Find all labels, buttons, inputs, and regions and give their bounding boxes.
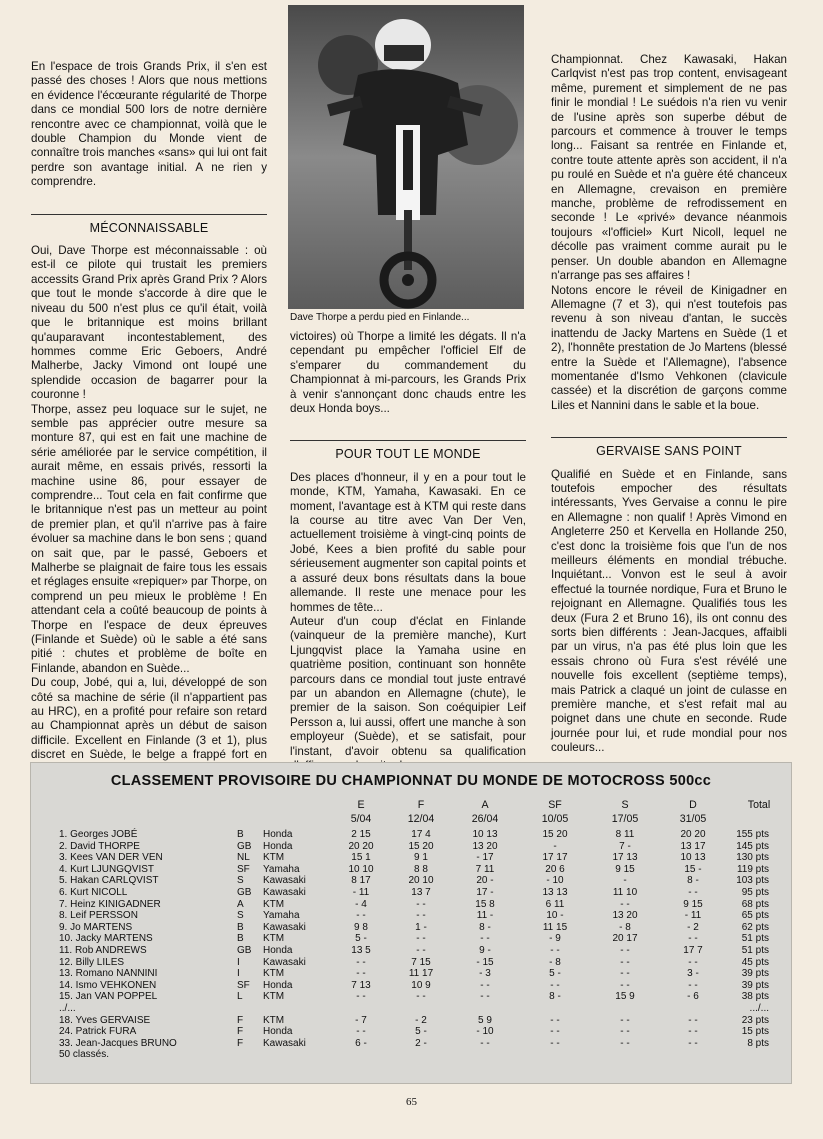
gp-code: F: [417, 799, 425, 811]
gp-result: - -: [550, 1014, 560, 1026]
gp-result: 15 9: [615, 991, 635, 1003]
gp-result: - 8: [619, 921, 631, 933]
gp-result: -: [553, 840, 557, 852]
rider-name: 13. Romano NANNINI: [59, 968, 158, 980]
rider-nationality: F: [237, 1026, 244, 1038]
rider-make: KTM: [263, 898, 285, 910]
gp-result: 9 1: [414, 852, 428, 864]
rider-total: 39 pts: [741, 968, 769, 980]
body-paragraph: Du coup, Jobé, qui a, lui, développé de son côté sa machine de série (il n'appartient pas au HRC), en a profité pour refaire son retard au Championnat après un début de saison difficile. Excellent en Finlande (3 et 1), plus discret en Suède, le belge a frappé fort en: [31, 676, 267, 762]
gp-result: - -: [416, 910, 426, 922]
gp-result: 15 1: [351, 852, 371, 864]
rider-make: Yamaha: [263, 910, 300, 922]
gp-result: 9 8: [354, 921, 368, 933]
gp-result: - 8: [549, 956, 561, 968]
gp-result: - 10: [546, 875, 564, 887]
gp-result: - -: [550, 945, 560, 956]
rider-total: 119 pts: [736, 863, 769, 875]
gp-result: 20 17: [612, 933, 638, 945]
gp-result: 13 20: [612, 910, 638, 922]
body-paragraph: Thorpe, assez peu loquace sur le sujet, ne semble pas apprécier outre mesure sa monture 87, qui est en fait une machine de série améliorée par le service compétition, il aurait même, en essais privés, ressorti la machine usine 86, pour essayer de comprendre... Tout cela en fait confirme que le britannique n'est pas un metteur au point de premier plan, et qu'il n'arrive pas à faire évoluer sa machine dans le bon sens ; quand on sait que, par le passé, Geboers et Malherbe se plaignait de faire tous les essais et réglages ensuite «repiquer» par Thorpe, on comprend un peu mieux le problème ! En attendant cela a coûté beaucoup de points à Thorpe en l'espace de deux épreuves (Finlande et Suède) où le sable a été sans pitié : chutes et problème de boîte en Finlande, abandon en Suède...: [31, 402, 267, 675]
rider-make: Kawasaki: [263, 875, 306, 887]
rider-name: 3. Kees VAN DER VEN: [59, 852, 163, 864]
gp-result: - -: [620, 1026, 630, 1038]
rider-nationality: B: [237, 829, 244, 840]
gp-code: E: [357, 799, 365, 811]
gp-result: - 6: [687, 991, 699, 1003]
gp-result: - -: [416, 945, 426, 956]
gp-result: 10 10: [348, 863, 374, 875]
gp-result: - -: [688, 933, 698, 945]
page-number: 65: [406, 1096, 417, 1108]
gp-result: - 4: [355, 898, 367, 910]
gp-result: 17 7: [683, 945, 703, 956]
gp-result: 8 17: [351, 875, 371, 887]
rider-make: Yamaha: [263, 863, 300, 875]
gp-result: 7 11: [475, 863, 495, 875]
rider-make: Honda: [263, 1026, 293, 1038]
gp-result: 15 8: [475, 898, 495, 910]
rider-total: 8 pts: [747, 1037, 769, 1049]
gp-result: - -: [356, 1026, 366, 1038]
rider-name: 5. Hakan CARLQVIST: [59, 875, 159, 887]
gp-result: - -: [550, 979, 560, 991]
rider-make: Honda: [263, 945, 293, 956]
body-paragraph: Oui, Dave Thorpe est méconnaissable : où est-il ce pilote qui trustait les premiers accessits Grand Prix après Grand Prix ? Alors que tout le monde s'accorde à dire que le niveau du 500 n'est plus ce qu'il était, voilà que le britannique est moins brillant qu'auparavant incontestablement, des hommes comme Eric Geboers, André Malherbe, Jacky Vimond ont loupé une splendide occasion de bagarrer pour la couronne !: [31, 244, 267, 402]
rider-name: 6. Kurt NICOLL: [59, 887, 128, 898]
photo-caption: Dave Thorpe a perdu pied en Finlande...: [290, 312, 470, 323]
gp-result: 11 10: [612, 887, 638, 898]
rider-nationality: B: [237, 921, 244, 933]
gp-date: 26/04: [471, 813, 499, 825]
motocross-rider-image: [288, 5, 524, 309]
gp-result: 20 6: [545, 863, 565, 875]
rider-make: Kawasaki: [263, 956, 306, 968]
gp-result: 10 -: [546, 910, 564, 922]
gp-result: 3 -: [687, 968, 699, 980]
rider-make: KTM: [263, 991, 285, 1003]
gp-result: - -: [620, 1014, 630, 1026]
gp-result: - -: [620, 945, 630, 956]
gp-code: D: [689, 799, 697, 811]
gp-result: - -: [356, 956, 366, 968]
gp-result: 5 -: [355, 933, 367, 945]
rider-nationality: I: [237, 968, 240, 980]
gp-result: - -: [620, 1037, 630, 1049]
gp-result: - -: [688, 1014, 698, 1026]
gp-result: - -: [356, 910, 366, 922]
gp-result: - -: [480, 991, 490, 1003]
rider-make: Honda: [263, 979, 293, 991]
total-header: Total: [747, 799, 771, 811]
body-paragraph: Auteur d'un coup d'éclat en Finlande (vainqueur de la première manche), Kurt Ljungqvist place la Yamaha usine en quatrième position, continuant son honnête parcours dans ce mondial tout juste entravé par un abandon en Allemagne (chute), le premier de la saison. Son coéquipier Leif Persson a, lui aussi, offert une manche à son employeur (Suède), et se satisfait, pour l'instant, d'avoir obtenu sa qualification: [290, 614, 526, 758]
body-paragraph: victoires) où Thorpe a limité les dégats. Il n'a cependant pu empêcher l'officiel Elf de s'emparer du commandement du Championnat à mi-parcours, les Grands Prix à venir s'annonçant donc chauds entre les deux Honda boys...: [290, 330, 526, 416]
body-paragraph: Notons encore le réveil de Kinigadner en Allemagne (7 et 3), qui n'est toutefois pas revenu à son niveau d'antan, le succès inattendu de Jacky Martens en Suède (1 et 2), l'honnête prestation de Jo Martens (blessé entre la Suède et l'Allemagne), l'absence momentanée d'Ismo Vehkonen (clavicule cassée) et la discrétion de garçons comme Liles et Nannini dans le sable et la boue.: [551, 283, 787, 412]
rider-nationality: SF: [237, 979, 250, 991]
rider-name: 15. Jan VAN POPPEL: [59, 991, 158, 1003]
gp-result: 8 11: [615, 829, 635, 840]
rider-total: 15 pts: [741, 1026, 769, 1038]
body-paragraph: Championnat. Chez Kawasaki, Hakan Carlqvist n'est pas trop content, envisageant même, purement et simplement de ne pas finir le mondial ! Le suédois n'a rien vu venir de l'usine après son superbe début de parcours et commence à trouver le temps long... Faisant sa rentrée en Finlande et, contre toute attente après son accident, il n'a pu roulé en Suède et n'a guère été chanceux en Allemagne, crevaison en première manche, problème de refrodissement en seconde ! Le «privé» devance néanmois toujours «l'officiel» Kurt Nicoll, lequel ne décolle pas vraiment comme aurait pu le penser. Un double abandon en Allemagne n'arrange pas ses affaires !: [551, 53, 787, 283]
gp-result: 8 -: [549, 991, 561, 1003]
gp-result: - 17: [476, 852, 494, 864]
rider-total: 65 pts: [741, 910, 769, 922]
gp-result: - 3: [479, 968, 491, 980]
gp-result: 11 15: [542, 921, 568, 933]
gp-result: 5 9: [478, 1014, 492, 1026]
gp-result: - -: [550, 1026, 560, 1038]
body-paragraph: Des places d'honneur, il y en a pour tout le monde, KTM, Yamaha, Kawasaki. En ce moment, l'avantage est à KTM qui reste dans la course au titre avec Van Der Ven, actuellement troisième à vingt-cinq points de Jobé, Kees a bien profité du sable pour sérieusement augmenter son capital points et a assuré deux bons résultats dans la boue allemande. Il reste une menace pour les hommes de tête...: [290, 470, 526, 614]
rider-name: 4. Kurt LJUNGQVIST: [59, 863, 155, 875]
gp-result: 13 5: [351, 945, 371, 956]
gp-result: - 15: [476, 956, 494, 968]
gp-result: 13 20: [472, 840, 498, 852]
gp-result: - -: [416, 933, 426, 945]
rider-nationality: I: [237, 956, 240, 968]
article-photo: [288, 5, 524, 309]
gp-result: - -: [688, 979, 698, 991]
rider-total: 145 pts: [736, 840, 769, 852]
gp-code: S: [621, 799, 629, 811]
gp-result: 6 -: [355, 1037, 367, 1049]
gp-result: - 9: [549, 933, 561, 945]
rider-nationality: S: [237, 910, 244, 922]
article-column-3: [551, 53, 787, 756]
rider-name: 2. David THORPE: [59, 840, 140, 852]
gp-result: 6 11: [545, 898, 565, 910]
rider-total: .../...: [749, 1003, 769, 1014]
gp-result: - 7: [355, 1014, 367, 1026]
body-paragraph: Qualifié en Suède et en Finlande, sans toutefois empocher des résultats intéressants, Yves Gervaise a connu le pire en Allemagne : non qualif ! Après Vimond en Angleterre 250 et Kervella en Hollande 250, c'est donc la troisième fois que l'un de nos meilleurs éléments en mondial trébuche. Inquiétant... Vonvon est le seul à avoir effectué la tournée nordique, Fura et Bruno le rejoignant en Allemagne. Qualifiés tous les deux (Fura 2 et Bruno 16), ils ont connu des sorts bien différents : Jean-Jacques, affaibli par un virus, n'a pas été plus loin que les essais chrono où Fura s'est révélé une nouvelle fois excellent (septième temps), mais Patrick a claqué un joint de culasse en première manche, et s'est refait mal au poignet dans une chute en seconde. Rude journée pour lui, et rude mondial pour nos couleurs...: [551, 467, 787, 755]
rider-total: 39 pts: [741, 979, 769, 991]
rider-make: Honda: [263, 840, 293, 852]
gp-result: 13 13: [542, 887, 568, 898]
rider-make: Honda: [263, 829, 293, 840]
rider-name: 9. Jo MARTENS: [59, 921, 133, 933]
rider-total: 23 pts: [741, 1014, 769, 1026]
gp-result: 17 -: [476, 887, 494, 898]
section-heading-meconnaissable: MÉCONNAISSABLE: [31, 214, 267, 242]
rider-name: 8. Leif PERSSON: [59, 910, 138, 922]
gp-result: 20 10: [408, 875, 434, 887]
gp-result: 17 17: [542, 852, 568, 864]
gp-result: 5 -: [549, 968, 561, 980]
gp-result: 10 13: [680, 852, 706, 864]
gp-result: 20 -: [476, 875, 494, 887]
gp-result: - -: [688, 887, 698, 898]
gp-result: 11 17: [408, 968, 434, 980]
rider-total: 62 pts: [741, 921, 769, 933]
gp-date: 17/05: [611, 813, 639, 825]
gp-result: 7 15: [411, 956, 431, 968]
gp-date: 12/04: [407, 813, 435, 825]
rider-nationality: NL: [237, 852, 250, 864]
gp-result: - 11: [352, 887, 370, 898]
gp-code: A: [481, 799, 489, 811]
gp-result: 8 -: [479, 921, 491, 933]
gp-result: - -: [416, 898, 426, 910]
intro-paragraph: En l'espace de trois Grands Prix, il s'en est passé des choses ! Alors que nous mettions en évidence l'écœurante régularité de Thorpe dans ce mondial 500 lors de notre dernière rencontre avec ce championnat, voilà que le double Champion du Monde vient de connaître trois manches «sans» qui lui ont fait perdre son avantage initial. A ne rien y comprendre.: [31, 60, 267, 189]
rider-name: 1. Georges JOBÉ: [59, 829, 138, 840]
gp-result: 1 -: [415, 921, 427, 933]
gp-result: 13 17: [680, 840, 706, 852]
gp-result: - -: [416, 991, 426, 1003]
rider-total: 103 pts: [736, 875, 769, 887]
rider-name: 7. Heinz KINIGADNER: [59, 898, 161, 910]
article-column-2: [290, 330, 526, 773]
gp-result: - 2: [687, 921, 699, 933]
rider-total: 95 pts: [741, 887, 769, 898]
rider-nationality: L: [237, 991, 243, 1003]
rider-total: 51 pts: [741, 933, 769, 945]
gp-result: - 10: [476, 1026, 494, 1038]
gp-result: 10 13: [472, 829, 498, 840]
gp-result: 15 20: [542, 829, 568, 840]
gp-result: - -: [480, 1037, 490, 1049]
rider-make: KTM: [263, 968, 285, 980]
gp-result: 15 -: [684, 863, 702, 875]
rider-name: 14. Ismo VEHKONEN: [59, 979, 157, 991]
gp-result: - -: [620, 979, 630, 991]
gp-result: - -: [688, 956, 698, 968]
gp-result: - -: [550, 1037, 560, 1049]
rider-make: KTM: [263, 852, 285, 864]
rider-name: 11. Rob ANDREWS: [59, 945, 147, 956]
rider-nationality: GB: [237, 840, 252, 852]
gp-result: - -: [620, 956, 630, 968]
gp-date: 31/05: [679, 813, 707, 825]
rider-make: KTM: [263, 1014, 285, 1026]
gp-result: 7 -: [619, 840, 631, 852]
gp-result: 9 15: [683, 898, 703, 910]
gp-result: -: [623, 875, 627, 887]
section-heading-pour-tout-le-monde: POUR TOUT LE MONDE: [290, 440, 526, 468]
gp-result: 8 8: [414, 863, 428, 875]
gp-result: - -: [480, 979, 490, 991]
rider-nationality: S: [237, 875, 244, 887]
rider-total: 38 pts: [741, 991, 769, 1003]
rider-make: KTM: [263, 933, 285, 945]
rider-name: 18. Yves GERVAISE: [59, 1014, 151, 1026]
rider-make: Kawasaki: [263, 921, 306, 933]
gp-result: 7 13: [351, 979, 371, 991]
gp-date: 10/05: [541, 813, 569, 825]
gp-result: - 11: [684, 910, 702, 922]
rider-nationality: GB: [237, 887, 252, 898]
rider-nationality: GB: [237, 945, 252, 956]
gp-result: 15 20: [408, 840, 434, 852]
rider-make: Kawasaki: [263, 887, 306, 898]
section-heading-gervaise-sans-point: GERVAISE SANS POINT: [551, 437, 787, 465]
gp-result: - -: [688, 1037, 698, 1049]
gp-result: 2 -: [415, 1037, 427, 1049]
standings-table: [30, 762, 792, 1084]
gp-result: - -: [480, 933, 490, 945]
rider-name: 24. Patrick FURA: [59, 1026, 137, 1038]
rider-name: 10. Jacky MARTENS: [59, 933, 153, 945]
rider-total: 68 pts: [741, 898, 769, 910]
gp-result: 20 20: [348, 840, 374, 852]
table-footer: 50 classés.: [59, 1049, 110, 1061]
gp-result: 2 15: [351, 829, 371, 840]
gp-result: 9 15: [615, 863, 635, 875]
gp-result: 5 -: [415, 1026, 427, 1038]
gp-result: 9 -: [479, 945, 491, 956]
rider-total: 51 pts: [741, 945, 769, 956]
gp-result: - -: [620, 898, 630, 910]
standings-title: CLASSEMENT PROVISOIRE DU CHAMPIONNAT DU MONDE DE MOTOCROSS 500cc: [110, 773, 712, 789]
gp-date: 5/04: [350, 813, 372, 825]
rider-total: 45 pts: [741, 956, 769, 968]
gp-result: 17 4: [411, 829, 431, 840]
gp-result: 11 -: [476, 910, 494, 922]
gp-result: - -: [356, 991, 366, 1003]
rider-make: Kawasaki: [263, 1037, 306, 1049]
gp-result: 20 20: [680, 829, 706, 840]
rider-total: 130 pts: [736, 852, 769, 864]
gp-result: - 2: [415, 1014, 427, 1026]
gp-result: 17 13: [612, 852, 638, 864]
rider-name: 33. Jean-Jacques BRUNO: [59, 1037, 177, 1049]
gp-result: 10 9: [411, 979, 431, 991]
rider-nationality: A: [237, 898, 244, 910]
gp-result: 13 7: [411, 887, 431, 898]
rider-name: 12. Billy LILES: [59, 956, 125, 968]
rider-nationality: F: [237, 1037, 244, 1049]
gp-result: - -: [356, 968, 366, 980]
rider-nationality: SF: [237, 863, 250, 875]
rider-nationality: F: [237, 1014, 244, 1026]
article-column-1: [31, 60, 267, 777]
gp-result: - -: [688, 1026, 698, 1038]
gp-code: SF: [548, 799, 562, 811]
gp-result: - -: [620, 968, 630, 980]
rider-total: 155 pts: [736, 829, 769, 840]
gp-result: 8 -: [687, 875, 699, 887]
rider-name: ../...: [59, 1003, 76, 1014]
rider-nationality: B: [237, 933, 244, 945]
